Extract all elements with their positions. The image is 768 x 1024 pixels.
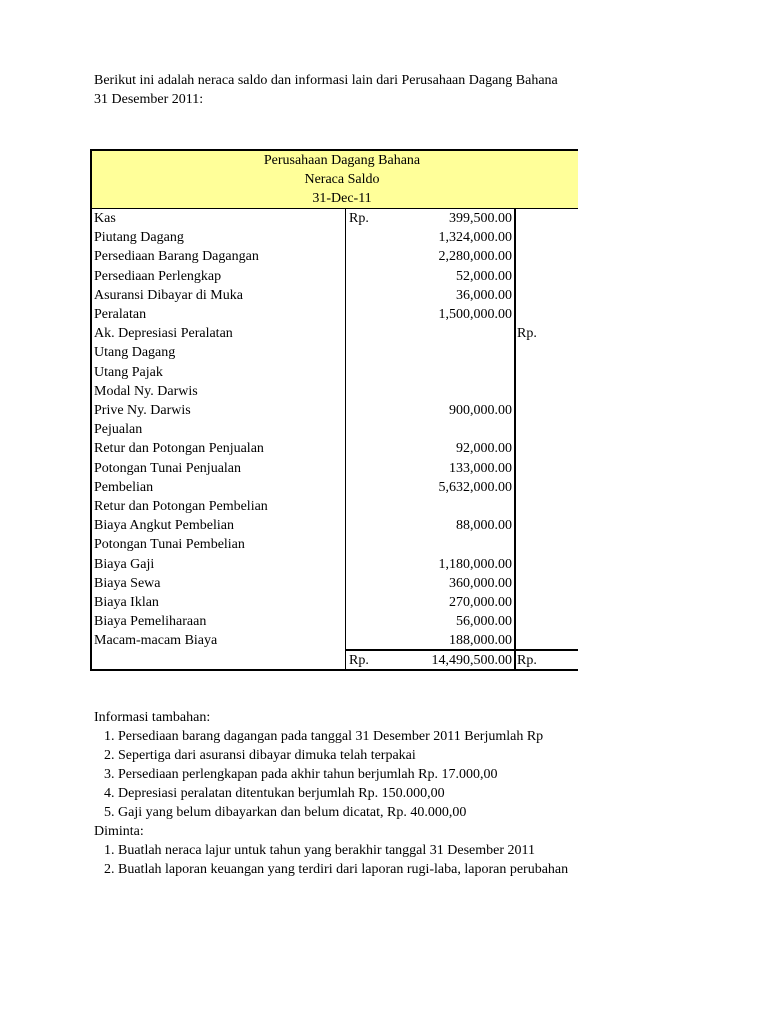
- info-item: 3. Persediaan perlengkapan pada akhir tahun berjumlah Rp. 17.000,00: [104, 767, 498, 782]
- debit-amount: 92,000.00: [456, 441, 512, 457]
- intro-line-2: 31 Desember 2011:: [94, 92, 204, 107]
- debit-amount: 1,500,000.00: [438, 307, 512, 322]
- account-name: Retur dan Potongan Penjualan: [94, 441, 264, 457]
- table-row: [92, 228, 578, 247]
- account-name: Biaya Angkut Pembelian: [94, 518, 234, 534]
- table-row: [92, 631, 578, 650]
- table-row: [92, 555, 578, 574]
- table-row: [92, 497, 578, 516]
- table-row: [92, 267, 578, 286]
- table-row: [92, 305, 578, 324]
- account-name: Asuransi Dibayar di Muka: [94, 287, 243, 303]
- table-row: [92, 420, 578, 439]
- debit-amount: 1,324,000.00: [438, 230, 512, 246]
- account-name: Persediaan Perlengkap: [94, 268, 222, 284]
- table-row: [92, 593, 578, 612]
- account-name: Utang Dagang: [94, 345, 176, 361]
- debit-amount: 56,000.00: [456, 614, 512, 630]
- request-item: 1. Buatlah neraca lajur untuk tahun yang berakhir tanggal 31 Desember 2011: [104, 843, 536, 858]
- table-row: [92, 535, 578, 554]
- intro-line-1: Berikut ini adalah neraca saldo dan informasi lain dari Perusahaan Dagang Bahana: [94, 73, 558, 88]
- debit-amount: 36,000.00: [456, 287, 512, 303]
- debit-amount: 133,000.00: [449, 460, 512, 476]
- total-credit-currency: Rp.: [517, 653, 537, 668]
- table-row: [92, 574, 578, 593]
- table-row: [92, 478, 578, 497]
- account-name: Biaya Iklan: [94, 595, 159, 610]
- table-row: [92, 343, 578, 362]
- debit-amount: 188,000.00: [449, 633, 512, 649]
- table-row: [92, 401, 578, 420]
- account-name: Biaya Sewa: [94, 575, 161, 591]
- debit-amount: 360,000.00: [449, 575, 512, 591]
- table-row: [92, 363, 578, 382]
- total-row: [92, 651, 578, 670]
- total-debit-amount: 14,490,500.00: [431, 653, 512, 668]
- debit-amount: 88,000.00: [456, 518, 512, 534]
- account-name: Kas: [94, 211, 116, 226]
- account-name: Retur dan Potongan Pembelian: [94, 499, 268, 514]
- info-item: 2. Sepertiga dari asuransi dibayar dimuka telah terpakai: [104, 748, 416, 763]
- table-row: [92, 612, 578, 631]
- debit-amount: 2,280,000.00: [438, 249, 512, 265]
- table-date: 31-Dec-11: [312, 191, 372, 206]
- info-item: 4. Depresiasi peralatan ditentukan berjumlah Rp. 150.000,00: [104, 786, 445, 801]
- account-name: Modal Ny. Darwis: [94, 383, 198, 399]
- account-name: Biaya Gaji: [94, 556, 155, 572]
- debit-amount: 270,000.00: [449, 595, 512, 610]
- account-name: Prive Ny. Darwis: [94, 403, 191, 418]
- account-name: Biaya Pemeliharaan: [94, 614, 207, 630]
- table-header: [92, 151, 578, 208]
- account-name: Macam-macam Biaya: [94, 633, 218, 649]
- account-name: Pembelian: [94, 479, 154, 495]
- account-name: Pejualan: [94, 422, 143, 438]
- account-name: Potongan Tunai Pembelian: [94, 537, 245, 553]
- account-name: Peralatan: [94, 307, 147, 322]
- table-row: [92, 209, 578, 228]
- info-title: Informasi tambahan:: [94, 710, 211, 725]
- table-row: [92, 516, 578, 535]
- account-name: Potongan Tunai Penjualan: [94, 460, 242, 476]
- account-name: Ak. Depresiasi Peralatan: [94, 326, 233, 342]
- debit-amount: 52,000.00: [456, 268, 512, 284]
- debit-amount: 5,632,000.00: [438, 479, 512, 495]
- debit-amount: 1,180,000.00: [438, 556, 512, 572]
- debit-amount: 399,500.00: [449, 211, 512, 226]
- table-row: [92, 382, 578, 401]
- account-name: Piutang Dagang: [94, 230, 184, 246]
- info-item: 5. Gaji yang belum dibayarkan dan belum dicatat, Rp. 40.000,00: [104, 805, 467, 820]
- account-name: Utang Pajak: [94, 364, 163, 380]
- requests-title: Diminta:: [94, 824, 144, 839]
- request-item: 2. Buatlah laporan keuangan yang terdiri dari laporan rugi-laba, laporan perubahan: [104, 862, 569, 877]
- table-row: [92, 324, 578, 343]
- table-title: Neraca Saldo: [304, 172, 380, 187]
- total-debit-currency: Rp.: [349, 653, 369, 668]
- debit-amount: 900,000.00: [449, 403, 512, 418]
- table-row: [92, 286, 578, 305]
- credit-currency: Rp.: [517, 326, 537, 342]
- debit-currency: Rp.: [349, 211, 369, 226]
- account-name: Persediaan Barang Dagangan: [94, 249, 259, 265]
- table-row: [92, 247, 578, 266]
- company-name: Perusahaan Dagang Bahana: [263, 153, 421, 168]
- info-item: 1. Persediaan barang dagangan pada tanggal 31 Desember 2011 Berjumlah Rp: [104, 729, 544, 744]
- table-row: [92, 459, 578, 478]
- table-row: [92, 439, 578, 458]
